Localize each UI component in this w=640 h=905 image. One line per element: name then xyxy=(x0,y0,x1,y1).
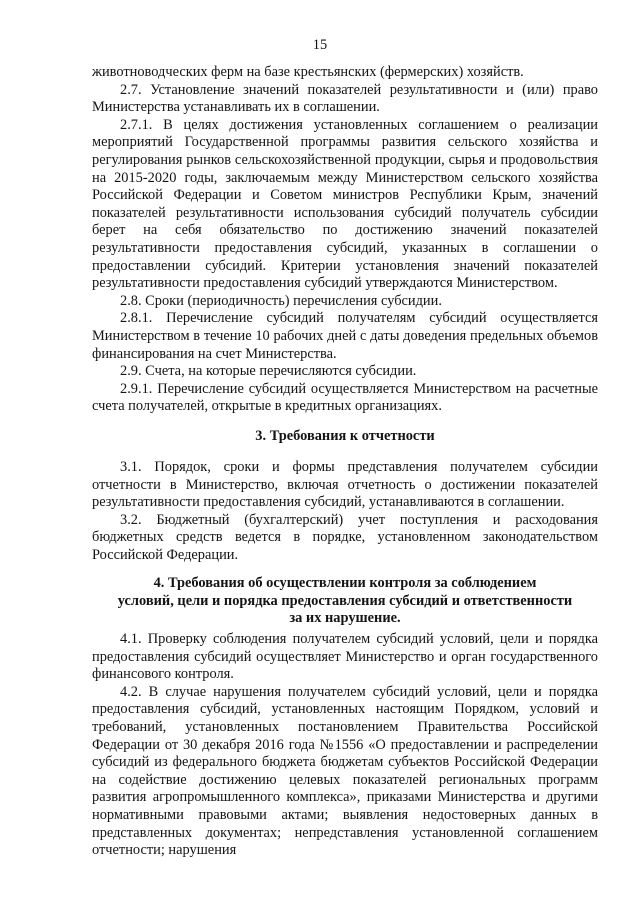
section-4-body xyxy=(92,631,598,860)
paragraph-continuation: животноводческих ферм на базе крестьянских (фермерских) хозяйств. xyxy=(92,64,524,80)
paragraph-2-7-1: 2.7.1. В целях достижения установленных соглашением о реализации мероприятий Государственной программы развития сельского хозяйства и регулирования рынков сельскохозяйственной продукции, сырья и продовольствия на 2015-2020 годы, заключаемым между Министерством сельского хозяйства Российской Федерации и Советом министров Республики Крым, значений показателей результативности использования субсидий получатель субсидии берет на себя обязательство по достижению значений показателей результативности предоставления субсидий, указанных в соглашении о предоставлении субсидий. Критерии установления значений показателей результативности предоставления субсидий утверждаются Министерством. xyxy=(92,116,598,292)
paragraph-2-8: 2.8. Сроки (периодичность) перечисления субсидии. xyxy=(120,292,442,309)
paragraph-2-8-1: 2.8.1. Перечисление субсидий получателям субсидий осуществляется Министерством в течение 10 рабочих дней с даты доведения предельных объемов финансирования на счет Министерства. xyxy=(92,310,598,362)
paragraph-2-9-1: 2.9.1. Перечисление субсидий осуществляется Министерством на расчетные счета получателей, открытые в кредитных организациях. xyxy=(92,380,598,415)
section-3-body xyxy=(92,459,598,565)
page-number: 15 xyxy=(312,37,328,53)
paragraph-4-1: 4.1. Проверку соблюдения получателем субсидий условий, цели и порядка предоставления субсидий осуществляет Министерство и орган государственного финансового контроля. xyxy=(92,631,598,683)
section-4-heading xyxy=(92,575,598,628)
paragraph-2-7: 2.7. Установление значений показателей результативности и (или) право Министерства устанавливать их в соглашении. xyxy=(92,81,598,116)
section-4-heading-line-2: условий, цели и порядка предоставления субсидий и ответственности xyxy=(117,592,573,609)
paragraphs-top xyxy=(92,64,598,416)
section-3-heading: 3. Требования к отчетности xyxy=(255,428,435,444)
paragraph-4-2: 4.2. В случае нарушения получателем субсидий условий, цели и порядка предоставления субсидий, установленных настоящим Порядком, условий и требований, установленных постановлением Правительства Российской Федерации от 30 декабря 2016 года №1556 «О предоставлении и распределении субсидий из федерального бюджета бюджетам субъектов Российской Федерации на содействие достижению целевых показателей региональных программ развития агропромышленного комплекса», приказами Министерства и другими нормативными правовыми актами; выявления недостоверных данных в представленных документах; непредставления установленной соглашением отчетности; нарушения xyxy=(92,683,598,859)
paragraph-3-1: 3.1. Порядок, сроки и формы представления получателем субсидии отчетности в Министерство, включая отчетность о достижении показателей результативности предоставления субсидий, устанавливаются в соглашении. xyxy=(92,459,598,511)
section-4-heading-line-1: 4. Требования об осуществлении контроля за соблюдением xyxy=(153,575,537,591)
paragraph-3-2: 3.2. Бюджетный (бухгалтерский) учет поступления и расходования бюджетных средств ведется в порядке, установленном законодательством Российской Федерации. xyxy=(92,511,598,563)
section-4-heading-line-3: за их нарушение. xyxy=(289,610,401,627)
paragraph-2-9: 2.9. Счета, на которые перечисляются субсидии. xyxy=(120,363,417,380)
